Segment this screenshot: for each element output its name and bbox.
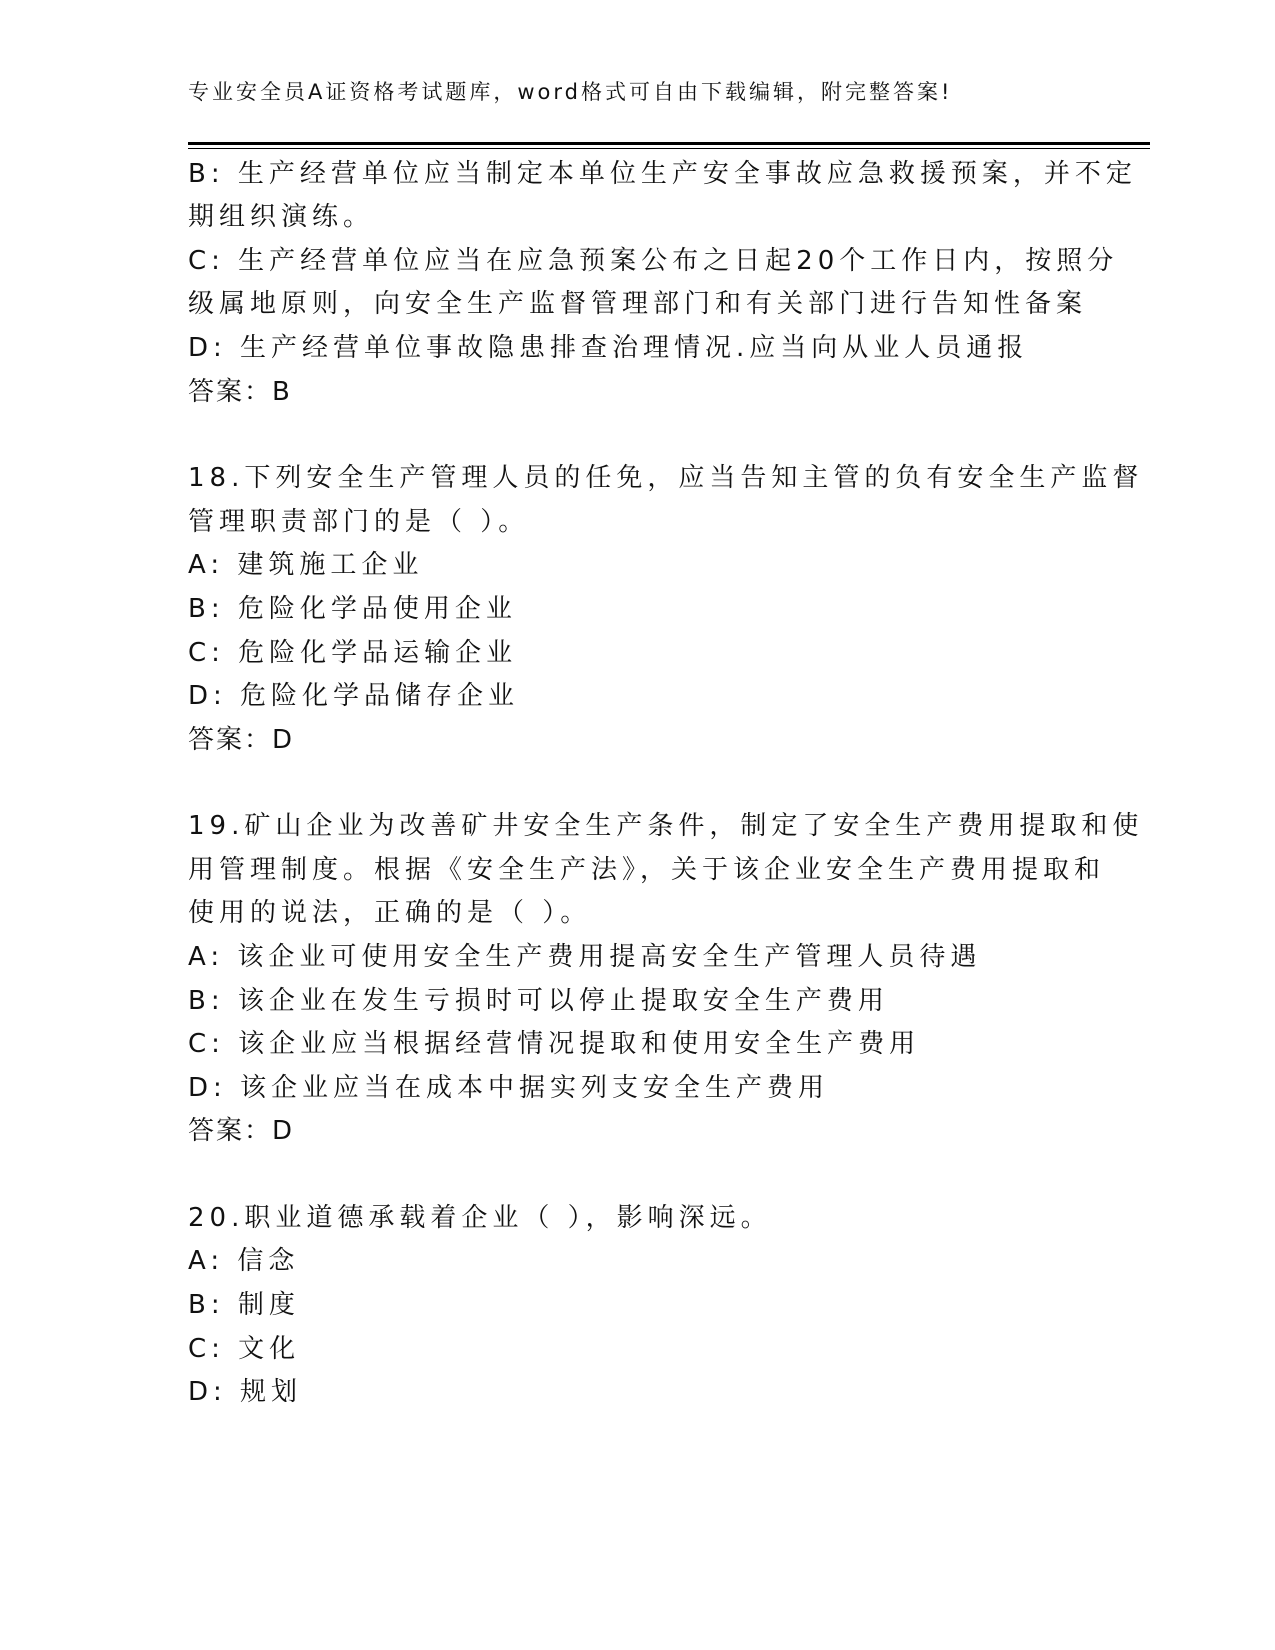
q20-option-a: A: 信念	[188, 1246, 300, 1276]
q17-option-c-line2: 级属地原则，向安全生产监督管理部门和有关部门进行告知性备案	[188, 289, 1088, 319]
q17-option-b-line2: 期组织演练。	[188, 202, 375, 232]
q18-stem-line1: 18.下列安全生产管理人员的任免，应当告知主管的负有安全生产监督	[188, 463, 1144, 493]
q19-stem-line1: 19.矿山企业为改善矿井安全生产条件，制定了安全生产费用提取和使	[188, 811, 1144, 841]
q18-option-d: D: 危险化学品储存企业	[188, 681, 520, 711]
q20-stem: 20.职业道德承载着企业（ ），影响深远。	[188, 1203, 772, 1233]
q18-option-b: B: 危险化学品使用企业	[188, 594, 517, 624]
q18-stem-line2: 管理职责部门的是（ ）。	[188, 507, 530, 537]
q20-option-b: B: 制度	[188, 1290, 300, 1320]
q19-option-c: C: 该企业应当根据经营情况提取和使用安全生产费用	[188, 1029, 921, 1059]
q18-option-a: A: 建筑施工企业	[188, 550, 424, 580]
page-header: 专业安全员A证资格考试题库，word格式可自由下载编辑，附完整答案!	[188, 80, 953, 104]
q19-option-b: B: 该企业在发生亏损时可以停止提取安全生产费用	[188, 986, 889, 1016]
header-divider-thick	[188, 142, 1150, 145]
q17-answer: 答案：B	[188, 377, 292, 407]
q19-option-d: D: 该企业应当在成本中据实列支安全生产费用	[188, 1073, 830, 1103]
q19-answer: 答案：D	[188, 1116, 295, 1146]
header-divider-thin	[188, 148, 1150, 149]
q19-stem-line3: 使用的说法，正确的是（ ）。	[188, 898, 592, 928]
q17-option-d: D: 生产经营单位事故隐患排查治理情况.应当向从业人员通报	[188, 333, 1029, 363]
q17-option-c-line1: C: 生产经营单位应当在应急预案公布之日起20个工作日内，按照分	[188, 246, 1119, 276]
q18-answer: 答案：D	[188, 725, 295, 755]
q19-stem-line2: 用管理制度。根据《安全生产法》，关于该企业安全生产费用提取和	[188, 855, 1106, 885]
q20-option-d: D: 规划	[188, 1377, 303, 1407]
q19-option-a: A: 该企业可使用安全生产费用提高安全生产管理人员待遇	[188, 942, 982, 972]
q17-option-b-line1: B: 生产经营单位应当制定本单位生产安全事故应急救援预案，并不定	[188, 159, 1137, 189]
q20-option-c: C: 文化	[188, 1334, 301, 1364]
q18-option-c: C: 危险化学品运输企业	[188, 638, 518, 668]
